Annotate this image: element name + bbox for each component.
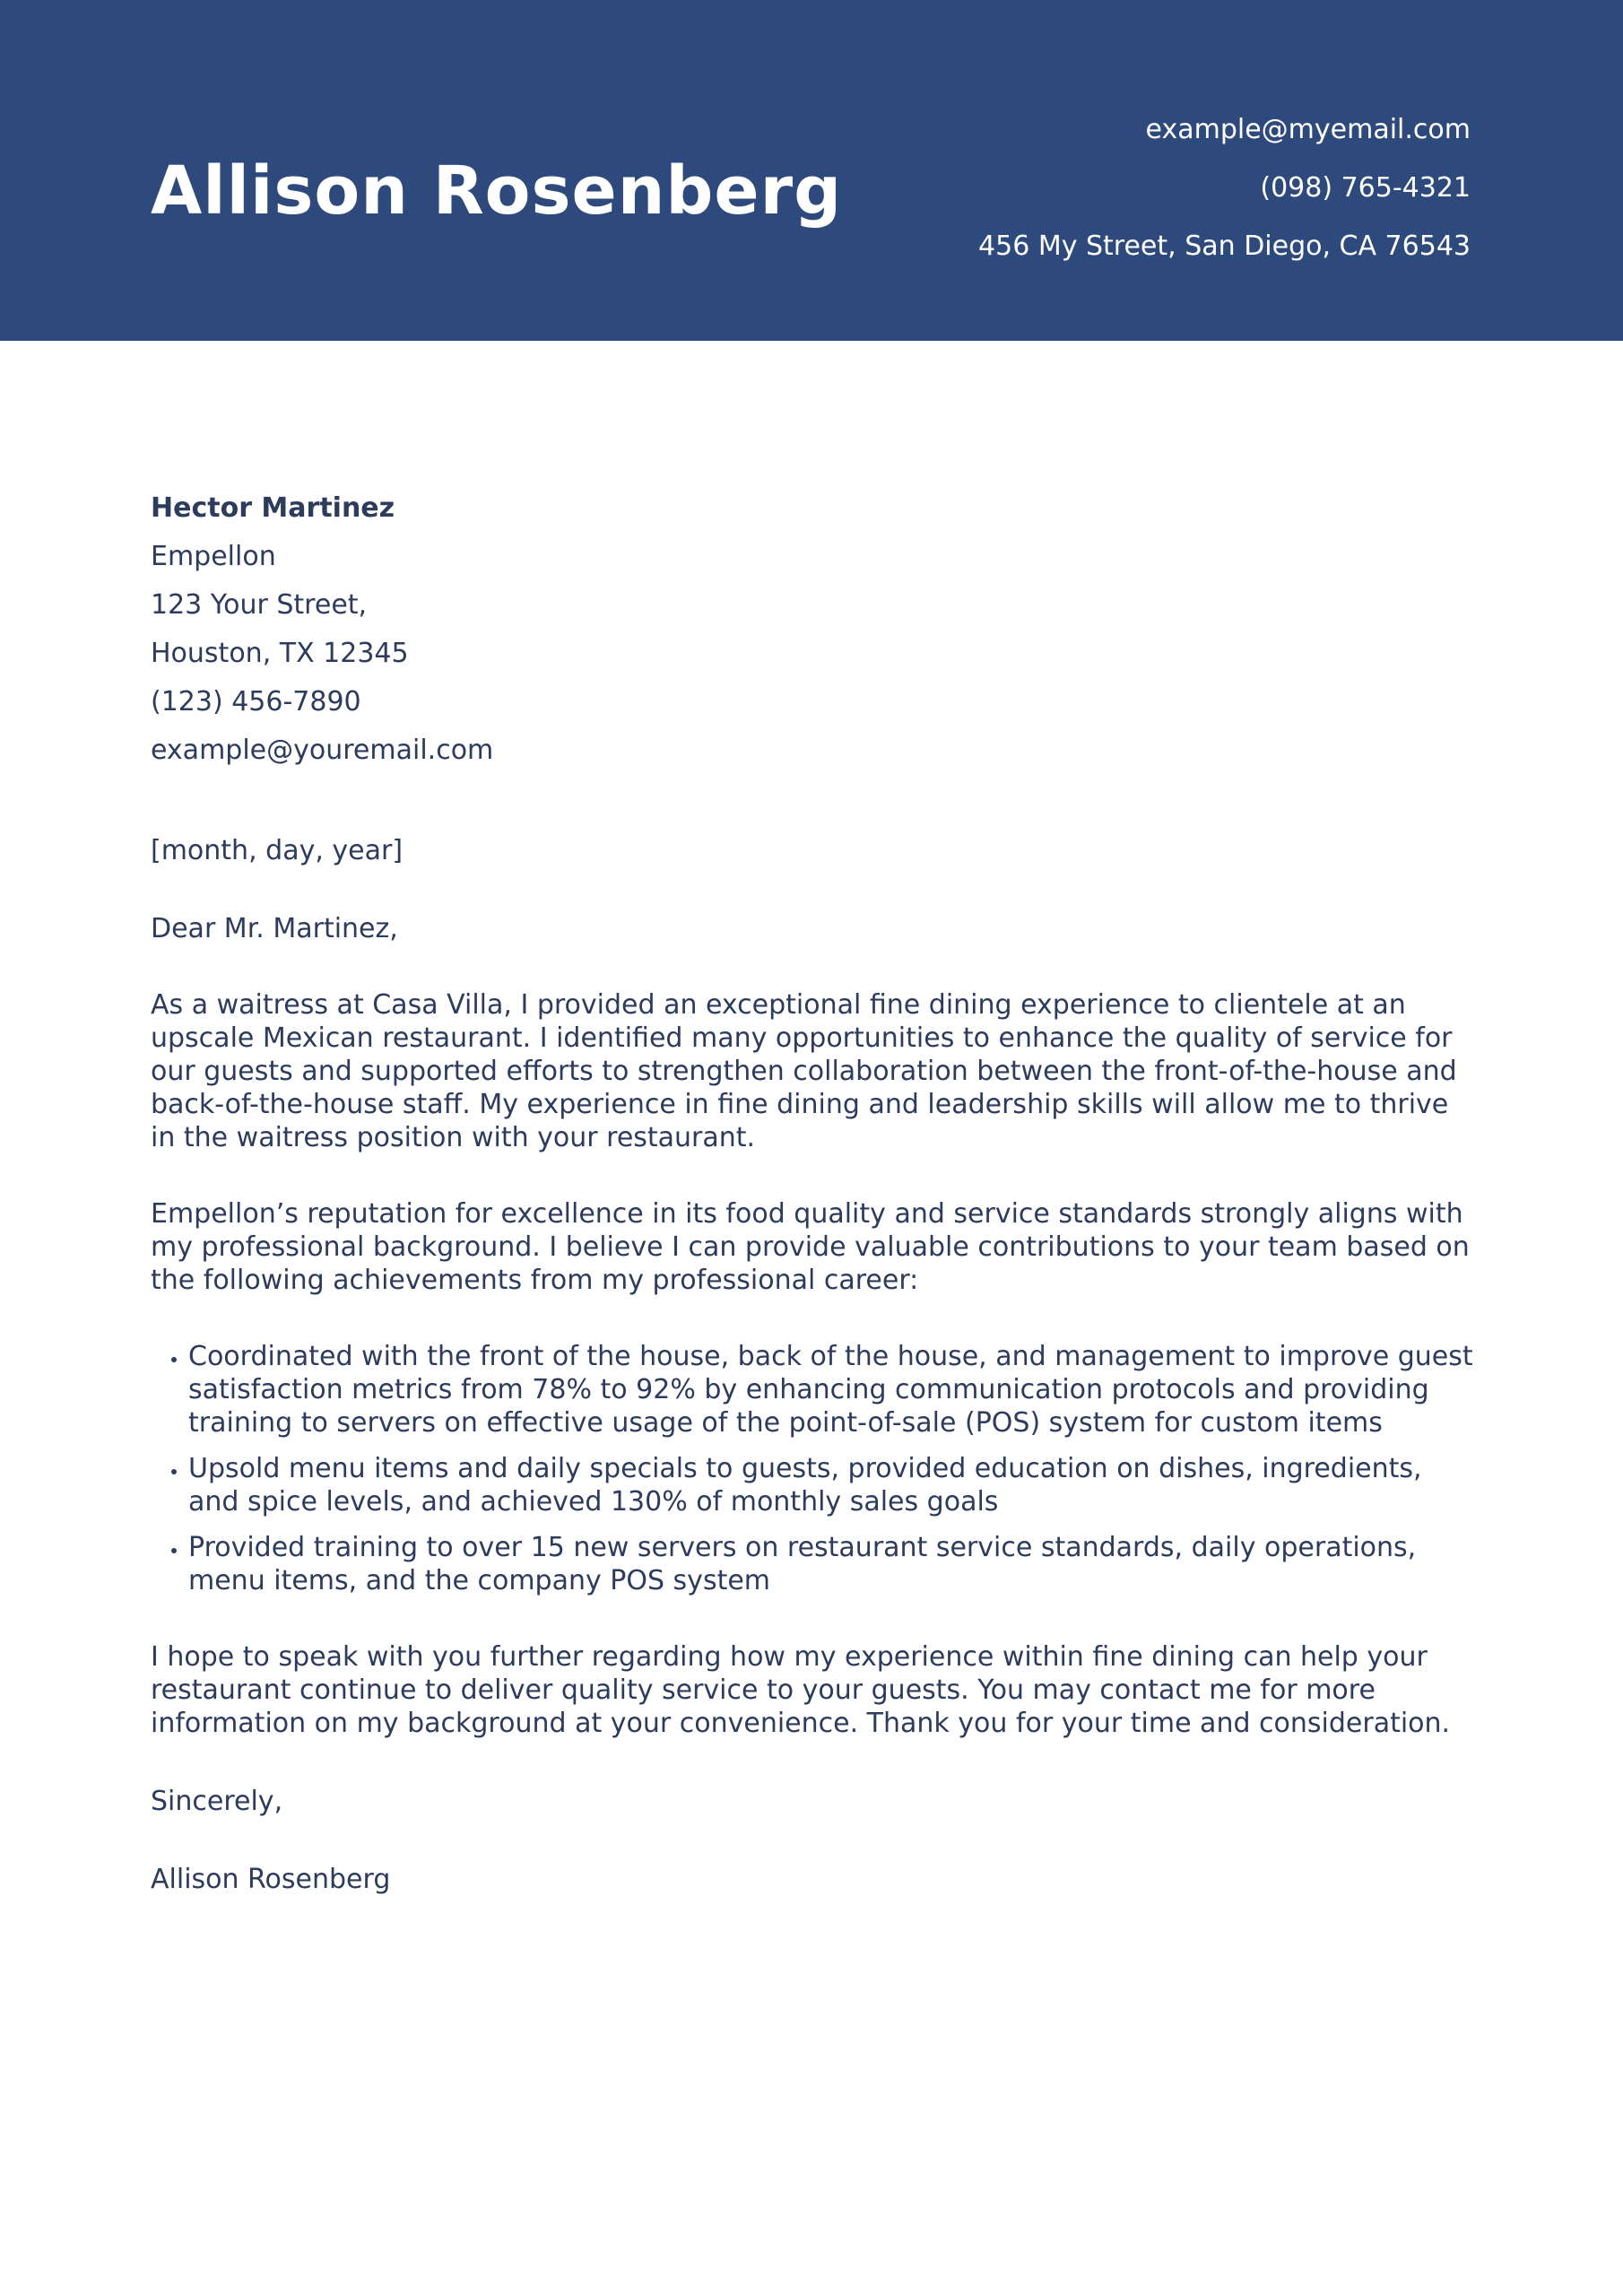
sender-contact <box>978 109 1471 284</box>
closing-phrase: Sincerely, <box>151 1786 283 1817</box>
achievements-list <box>151 1340 1473 1597</box>
recipient-block <box>151 484 1473 775</box>
recipient-city: Houston, TX 12345 <box>151 638 409 669</box>
sender-phone: (098) 765-4321 <box>1260 172 1471 204</box>
sender-email: example@myemail.com <box>1145 114 1471 145</box>
recipient-name: Hector Martinez <box>151 492 395 524</box>
signature-name: Allison Rosenberg <box>151 1864 391 1895</box>
list-item: • Upsold menu items and daily specials to guests, provided education on dishes, ingredients, and spice levels, and achieved 130% of monthly sales goals <box>188 1452 1473 1518</box>
recipient-email: example@youremail.com <box>151 735 494 766</box>
background-paragraph: Empellon’s reputation for excellence in its food quality and service standards strongly aligns with my professional background. I believe I can provide valuable contributions to your team based on the following achievements from my professional career: <box>151 1198 1470 1296</box>
letter-date: [month, day, year] <box>151 835 404 866</box>
closing-paragraph: I hope to speak with you further regarding how my experience within fine dining can help your restaurant continue to deliver quality service to your guests. You may contact me for more information on my background at your convenience. Thank you for your time and consideration. <box>151 1641 1451 1739</box>
letter-body <box>151 484 1473 1896</box>
recipient-phone: (123) 456-7890 <box>151 686 361 718</box>
intro-paragraph: As a waitress at Casa Villa, I provided an exceptional fine dining experience to clientele at an upscale Mexican restaurant. I identified many opportunities to enhance the quality of service for our guests and supported efforts to strengthen collaboration between the front-of-the-house and back-of-the-house staff. My experience in fine dining and leadership skills will allow me to thrive in the waitress position with your restaurant. <box>151 989 1457 1153</box>
recipient-street: 123 Your Street, <box>151 589 368 621</box>
salutation: Dear Mr. Martinez, <box>151 913 398 944</box>
sender-address: 456 My Street, San Diego, CA 76543 <box>978 230 1471 262</box>
list-item: • Coordinated with the front of the house, back of the house, and management to improve guest satisfaction metrics from 78% to 92% by enhancing communication protocols and providing training to servers on effective usage of the point-of-sale (POS) system for custom items <box>188 1340 1473 1439</box>
letter-header <box>0 0 1623 341</box>
list-item: • Provided training to over 15 new servers on restaurant service standards, daily operations, menu items, and the company POS system <box>188 1531 1473 1597</box>
recipient-company: Empellon <box>151 541 276 572</box>
sender-name: Allison Rosenberg <box>151 152 843 230</box>
